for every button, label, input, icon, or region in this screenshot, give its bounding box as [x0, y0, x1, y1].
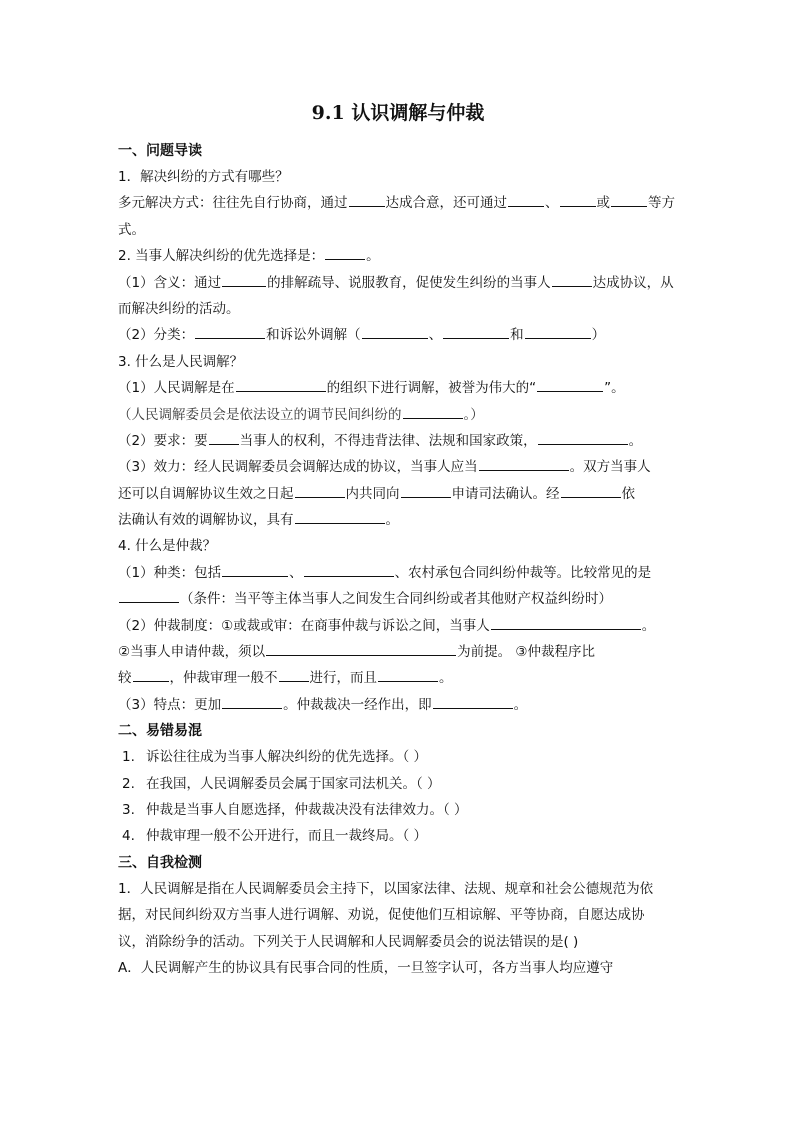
text: ，仲裁审理一般不 — [169, 670, 278, 687]
text: 多元解决方式：往往先自行协商，通过 — [118, 195, 348, 212]
text: 当事人的权利，不得违背法律、法规和国家政策， — [239, 432, 537, 449]
question-4-a-2 — [118, 586, 678, 612]
text: 、 — [289, 564, 303, 581]
fill-blank[interactable] — [443, 324, 509, 339]
fill-blank[interactable] — [611, 192, 647, 207]
question-2-meaning-2: 而解决纠纷的活动。 — [118, 300, 240, 317]
fill-blank[interactable] — [525, 324, 591, 339]
item-number: 1. — [122, 749, 135, 766]
text: 2. 当事人解决纠纷的优先选择是： — [118, 248, 325, 265]
text: （人民调解委员会是依法设立的调节民间纠纷的 — [118, 406, 402, 423]
text: （1）种类：包括 — [118, 564, 222, 581]
text: 。仲裁裁决一经作出，即 — [283, 696, 432, 713]
question-3-c — [118, 454, 678, 480]
text: 和诉讼外调解（ — [266, 327, 361, 344]
item-text: 诉讼往往成为当事人解决纠纷的优先选择。（ ） — [146, 749, 428, 766]
question-4-b-2 — [118, 639, 678, 665]
fill-blank[interactable] — [378, 667, 438, 682]
question-text: 据，对民间纠纷双方当事人进行调解、劝说，促使他们互相谅解、平等协商，自愿达成协 — [118, 907, 645, 924]
item-text: 仲裁审理一般不公开进行，而且一裁终局。（ ） — [146, 828, 428, 845]
fill-blank[interactable] — [349, 192, 385, 207]
text: 。 — [439, 670, 453, 687]
fill-blank[interactable] — [561, 483, 621, 498]
text: （3）效力：经人民调解委员会调解达成的协议，当事人应当 — [118, 459, 478, 476]
fill-blank[interactable] — [279, 667, 309, 682]
question-3: 3. 什么是人民调解？ — [118, 353, 244, 370]
question-4-c — [118, 692, 678, 718]
fill-blank[interactable] — [491, 615, 641, 630]
fill-blank[interactable] — [403, 404, 463, 419]
text: （1）人民调解是在 — [118, 380, 235, 397]
question-4-b-3 — [118, 665, 678, 691]
fill-blank[interactable] — [266, 641, 456, 656]
fill-blank[interactable] — [560, 192, 596, 207]
item-text: 仲裁是当事人自愿选择，仲裁裁决没有法律效力。（ ） — [146, 801, 468, 818]
text: 为前提。 ③仲裁程序比 — [457, 644, 596, 661]
text: 还可以自调解协议生效之日起 — [118, 485, 294, 502]
text: （1）含义：通过 — [118, 274, 222, 291]
text: 和 — [510, 327, 524, 344]
question-4: 4. 什么是仲裁？ — [118, 538, 217, 555]
item-text: 在我国，人民调解委员会属于国家司法机关。（ ） — [146, 775, 441, 792]
text: 依 — [621, 485, 635, 502]
text: 。 — [366, 248, 380, 265]
text: ”。 — [604, 380, 625, 397]
section-heading-guide: 一、问题导读 — [118, 143, 202, 159]
text: 。 — [385, 512, 399, 529]
item-number: 3. — [122, 801, 135, 818]
fill-blank[interactable] — [552, 272, 592, 287]
question-4-a — [118, 560, 678, 586]
item-number: 4. — [122, 828, 135, 845]
fill-blank[interactable] — [209, 430, 239, 445]
question-3-c-2 — [118, 481, 678, 507]
fill-blank[interactable] — [538, 430, 628, 445]
fill-blank[interactable] — [362, 324, 428, 339]
text: 。 — [628, 432, 643, 449]
question-3-a — [118, 375, 678, 401]
fill-blank[interactable] — [119, 588, 179, 603]
text: （2）仲裁制度：①或裁或审：在商事仲裁与诉讼之间，当事人 — [118, 617, 490, 634]
text: 的排解疏导、说服教育，促使发生纠纷的当事人 — [267, 274, 551, 291]
page-title: 9.1 认识调解与仲裁 — [311, 102, 485, 124]
fill-blank[interactable] — [433, 694, 513, 709]
text: ②当事人申请仲裁，须以 — [118, 644, 266, 661]
text: 的组织下进行调解，被誉为伟大的“ — [326, 380, 537, 397]
text: 、 — [428, 327, 443, 344]
list-item — [118, 771, 678, 797]
question-text: 议，消除纷争的活动。下列关于人民调解和人民调解委员会的说法错误的是( ) — [118, 933, 579, 950]
list-item — [118, 797, 678, 823]
text: 内共同向 — [345, 485, 400, 502]
text: 、农村承包合同纠纷仲裁等。比较常见的是 — [394, 564, 652, 581]
question-3-b — [118, 428, 678, 454]
text: 。 — [641, 617, 656, 634]
question-2 — [118, 243, 678, 269]
text: 。） — [463, 406, 484, 423]
text: ） — [591, 327, 606, 344]
fill-blank[interactable] — [236, 377, 326, 392]
text: 申请司法确认。经 — [451, 485, 560, 502]
fill-blank[interactable] — [222, 694, 282, 709]
fill-blank[interactable] — [133, 667, 169, 682]
question-1-answer-line-2: 式。 — [118, 221, 145, 238]
text: （2）分类： — [118, 327, 195, 344]
text: 或 — [596, 195, 610, 212]
text: 。双方当事人 — [569, 459, 651, 476]
text: 达成协议，从 — [592, 274, 674, 291]
text: 达成合意，还可通过 — [385, 195, 507, 212]
question-2-meaning — [118, 270, 678, 296]
item-number: 2. — [122, 775, 135, 792]
fill-blank[interactable] — [295, 483, 345, 498]
fill-blank[interactable] — [295, 509, 385, 524]
question-1: 1．解决纠纷的方式有哪些？ — [118, 169, 289, 185]
worksheet-page — [118, 98, 678, 981]
fill-blank[interactable] — [537, 377, 603, 392]
question-text: 1．人民调解是指在人民调解委员会主持下，以国家法律、法规、规章和社会公德规范为依 — [118, 880, 654, 897]
text: （条件：当平等主体当事人之间发生合同纠纷或者其他财产权益纠纷时） — [180, 591, 612, 608]
fill-blank[interactable] — [222, 272, 266, 287]
question-3-c-3 — [118, 507, 678, 533]
fill-blank[interactable] — [195, 324, 265, 339]
fill-blank[interactable] — [325, 245, 365, 260]
fill-blank[interactable] — [304, 562, 394, 577]
question-3-note — [118, 402, 678, 428]
question-4-b — [118, 613, 678, 639]
text: 较 — [118, 670, 132, 687]
question-1-answer-line — [118, 190, 678, 216]
fill-blank[interactable] — [222, 562, 288, 577]
option-a: A．人民调解产生的协议具有民事合同的性质，一旦签字认可，各方当事人均应遵守 — [118, 959, 614, 976]
text: 等方 — [648, 195, 675, 212]
fill-blank[interactable] — [479, 456, 569, 471]
section-heading-mistakes: 二、易错易混 — [118, 723, 202, 740]
text: 、 — [545, 195, 559, 212]
text: 。 — [513, 696, 528, 713]
text: 法确认有效的调解协议，具有 — [118, 512, 294, 529]
list-item — [118, 744, 678, 770]
text: 进行，而且 — [309, 670, 377, 687]
fill-blank[interactable] — [401, 483, 451, 498]
list-item — [118, 823, 678, 849]
text: （2）要求：要 — [118, 432, 208, 449]
text: （3）特点：更加 — [118, 696, 222, 713]
question-2-types — [118, 322, 678, 348]
fill-blank[interactable] — [508, 192, 544, 207]
section-heading-self-test: 三、自我检测 — [118, 854, 202, 871]
